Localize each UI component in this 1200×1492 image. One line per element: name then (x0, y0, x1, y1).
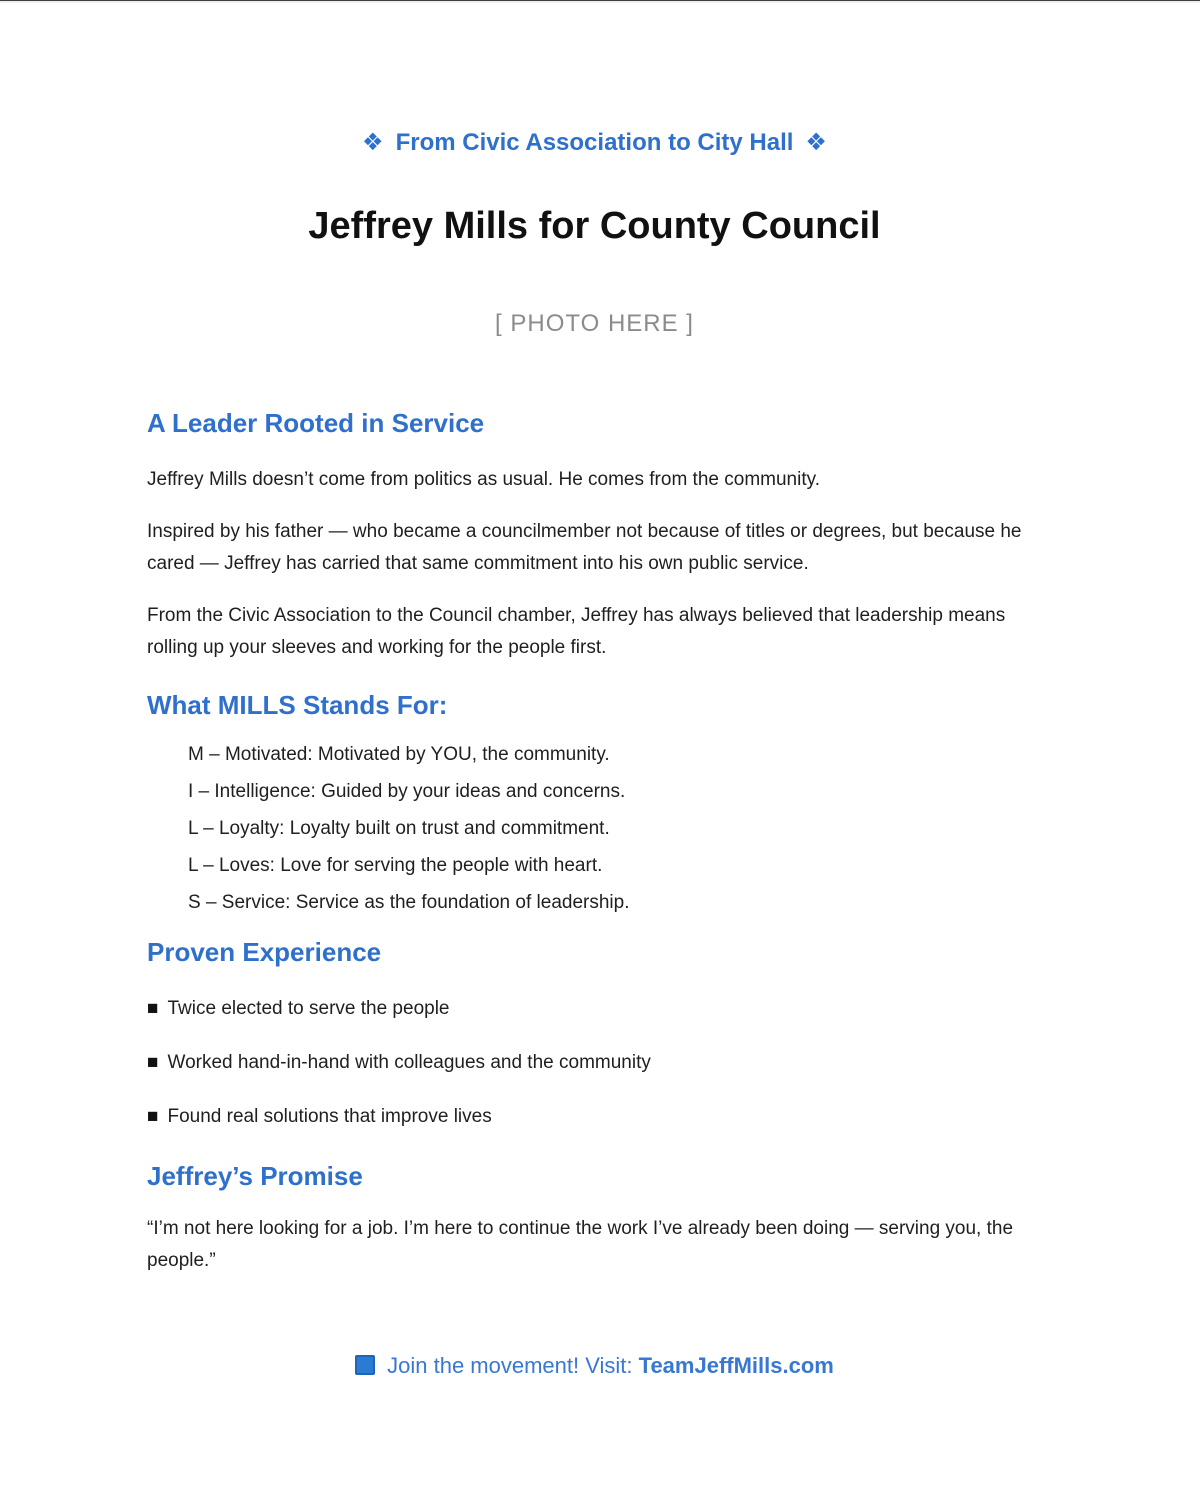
promise-quote: “I’m not here looking for a job. I’m here to continue the work I’ve already been doing — serving you, the people.” (147, 1218, 1014, 1271)
tagline (147, 128, 1042, 158)
section-heading-experience: Proven Experience (147, 937, 382, 967)
bullet-item (147, 1101, 1042, 1133)
diamond-icon: ❖ (805, 129, 827, 156)
footer-link[interactable]: TeamJeffMills.com (638, 1353, 834, 1378)
page-title: Jeffrey Mills for County Council (308, 205, 881, 247)
square-bullet-icon: ■ (147, 998, 159, 1019)
list-item: L – Loyalty: Loyalty built on trust and commitment. (188, 818, 610, 839)
bullet-item (147, 1047, 1042, 1079)
section-heading-leader: A Leader Rooted in Service (147, 408, 485, 438)
footer-text: Join the movement! Visit: (387, 1353, 639, 1378)
square-bullet-icon: ■ (147, 1106, 159, 1127)
list-item: I – Intelligence: Guided by your ideas and concerns. (188, 781, 626, 802)
diamond-icon: ❖ (362, 129, 384, 156)
bullet-item (147, 993, 1042, 1025)
bullet-text: Found real solutions that improve lives (167, 1106, 492, 1127)
bullet-text: Twice elected to serve the people (167, 998, 450, 1019)
window-top-edge (0, 0, 1200, 3)
tagline-text: From Civic Association to City Hall (395, 129, 794, 156)
list-item: S – Service: Service as the foundation of leadership. (188, 892, 630, 913)
paragraph: Inspired by his father — who became a councilmember not because of titles or degrees, but because he cared — Jeffrey has carried that same commitment into his own public service. (147, 521, 1022, 574)
section-heading-promise: Jeffrey’s Promise (147, 1161, 363, 1191)
blue-square-icon (355, 1355, 375, 1375)
bullet-text: Worked hand-in-hand with colleagues and the community (167, 1052, 651, 1073)
section-heading-mills: What MILLS Stands For: (147, 690, 448, 720)
paragraph: From the Civic Association to the Council chamber, Jeffrey has always believed that leadership means rolling up your sleeves and working for the people first. (147, 605, 1006, 658)
footer-cta (147, 1351, 1042, 1381)
photo-placeholder: [ PHOTO HERE ] (495, 310, 694, 337)
list-item: L – Loves: Love for serving the people with heart. (188, 855, 603, 876)
paragraph: Jeffrey Mills doesn’t come from politics as usual. He comes from the community. (147, 469, 820, 490)
mills-acronym-list (147, 736, 1042, 921)
square-bullet-icon: ■ (147, 1052, 159, 1073)
list-item: M – Motivated: Motivated by YOU, the community. (188, 744, 610, 765)
